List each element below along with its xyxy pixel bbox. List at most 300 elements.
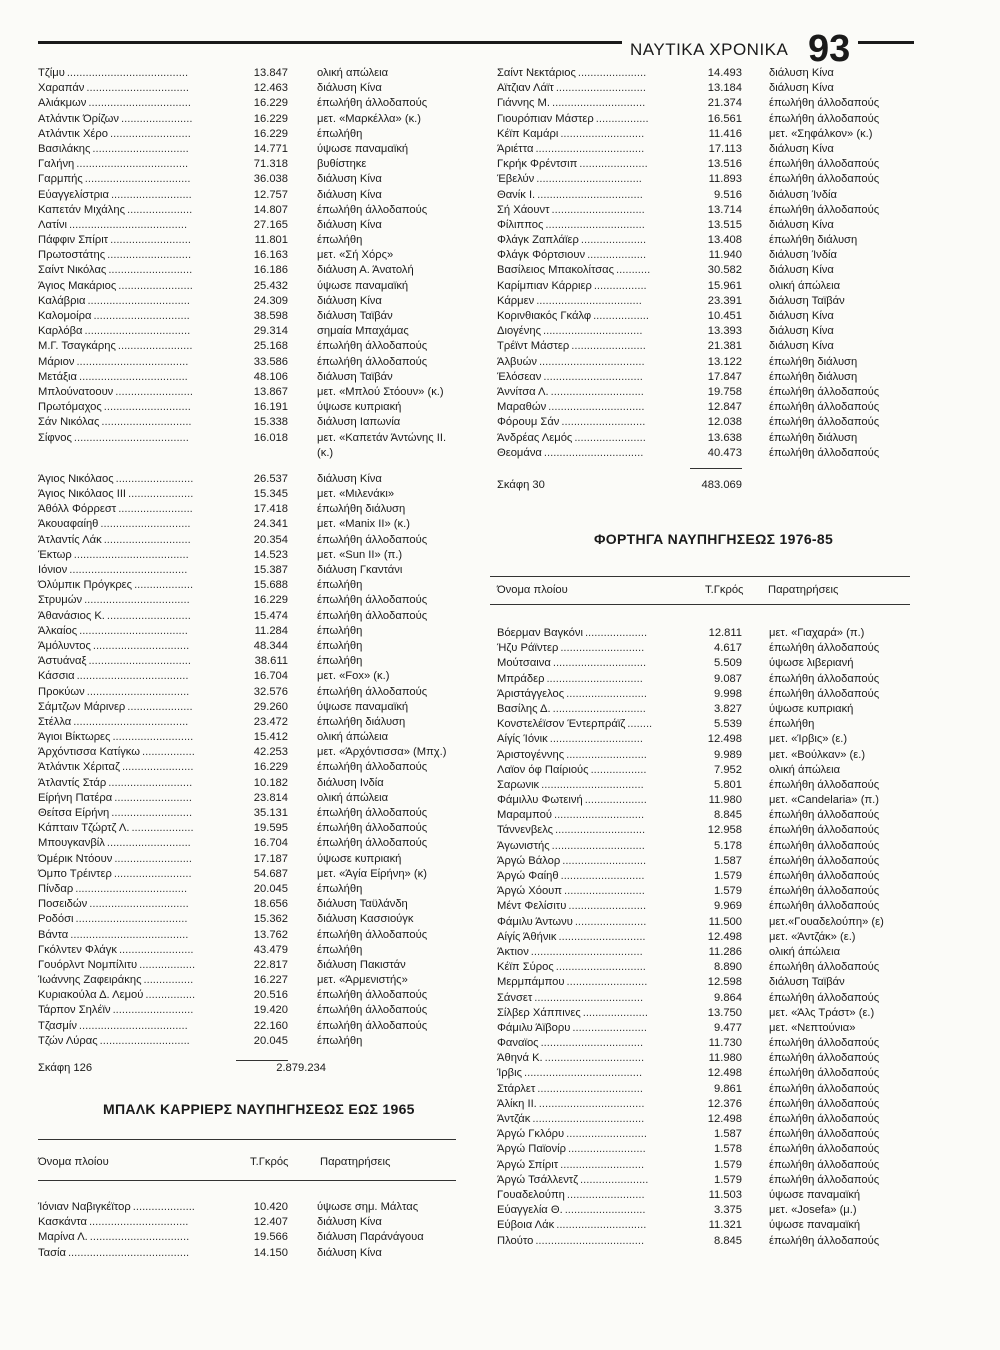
remarks: μετ. «Γιαχαρά» (π.) <box>769 627 865 639</box>
remarks: έπωλήθη άλλοδαπούς <box>317 340 428 353</box>
leader-dots: ........................ <box>118 279 193 292</box>
leader-dots: ................................ <box>89 898 189 911</box>
gross-tonnage: 11.940 <box>708 249 742 262</box>
leader-dots: .................................. <box>537 1082 643 1095</box>
ship-name: Άθανάσιος Κ. <box>38 609 105 622</box>
gross-tonnage: 13.516 <box>707 158 742 171</box>
gross-tonnage: 16.229 <box>253 97 288 110</box>
table-row <box>497 975 917 990</box>
ship-name: Γουόρλντ Νομπίλιτυ <box>38 958 138 971</box>
leader-dots: .......................... <box>566 976 648 989</box>
table-row <box>38 852 468 867</box>
table-row <box>38 446 468 461</box>
bulk-ship-list <box>38 1200 468 1261</box>
leader-dots: ....................................... <box>66 67 189 79</box>
leader-dots: .......................... <box>566 1128 647 1141</box>
remarks: έπωλήθη <box>317 579 363 592</box>
ship-name: Φάμιλυ Άϊβορυ <box>497 1021 571 1034</box>
gross-tonnage: 12.498 <box>707 1113 742 1125</box>
table-row <box>38 806 468 821</box>
gross-tonnage: 18.656 <box>253 898 288 911</box>
leader-dots: ........................ <box>117 340 193 353</box>
leader-dots: ................................ <box>543 370 643 383</box>
ship-name: Μετάξια <box>38 370 77 383</box>
ship-name: Ατλάντικ Χέρο <box>38 127 109 140</box>
gross-tonnage: 12.498 <box>707 1067 742 1080</box>
leader-dots: ........................... <box>561 416 646 429</box>
table-row <box>38 355 468 370</box>
remarks: διάλυση Κίνα <box>317 218 382 231</box>
remarks: μετ. «Μιλενάκι» <box>317 488 395 501</box>
leader-dots: .................................. <box>538 1097 645 1110</box>
table-row <box>497 218 917 233</box>
table-row <box>38 958 468 973</box>
leader-dots: ......................... <box>115 385 193 398</box>
ship-name: Τρέϊντ Μάστερ <box>497 340 570 353</box>
gross-tonnage: 7.952 <box>714 763 742 776</box>
gross-tonnage: 25.432 <box>253 279 288 292</box>
ship-name: Λατίνι <box>38 218 67 231</box>
table-row <box>38 548 468 563</box>
gross-tonnage: 16.704 <box>253 837 288 850</box>
remarks: διάλυση Κίνα <box>317 1246 382 1259</box>
ship-name: Ίόνιαν Ναβιγκέϊτορ <box>38 1201 131 1213</box>
remarks: μετ. «Fox» (κ.) <box>317 670 390 683</box>
remarks: έπωλήθη άλλοδαπούς <box>317 989 428 1002</box>
table-row <box>497 279 917 294</box>
ship-name: Μαρίνα Λ. <box>38 1231 88 1244</box>
ship-name: Μερμπάμπου <box>497 976 565 989</box>
remarks: έπωλήθη <box>317 234 363 247</box>
remarks: έπωλήθη άλλοδαπούς <box>769 1052 880 1065</box>
table-row <box>497 112 917 127</box>
remarks: έπωλήθη άλλοδαπούς <box>317 533 428 546</box>
ship-name: Κονστελέϊσον Έντερπράϊζ <box>497 718 626 731</box>
ship-name: Άστυάναξ <box>38 655 87 668</box>
leader-dots: ................................... <box>535 142 645 155</box>
table-row <box>497 1158 917 1173</box>
remarks: μετ. «Josefa» (μ.) <box>769 1204 857 1217</box>
table-row <box>38 1200 468 1215</box>
ship-name: Κάσσια <box>38 670 75 683</box>
ship-name: Πίνδαρ <box>38 882 74 895</box>
gross-tonnage: 13.714 <box>707 203 742 216</box>
table-row <box>497 96 917 111</box>
table-row <box>497 808 917 823</box>
remarks: ύψωσε κυπριακή <box>769 702 854 715</box>
table-row <box>497 1234 917 1249</box>
leader-dots: ................................... <box>534 991 644 1004</box>
table-row <box>38 897 468 912</box>
remarks: διάλυση Κίνα <box>769 340 834 353</box>
ship-name: Φλάγκ Ζαπλάϊερ <box>497 234 579 247</box>
leader-dots: .............................. <box>551 203 645 216</box>
leader-dots: ................................. <box>540 1037 644 1050</box>
leader-dots: ......................... <box>113 867 192 880</box>
remarks: ολική άπώλεια <box>317 791 389 804</box>
leader-dots: .................................. <box>84 173 191 186</box>
leader-dots: .......................... <box>566 748 647 761</box>
table-row <box>497 702 917 717</box>
ship-name: Αλιάκμων <box>38 97 87 110</box>
ship-name: Σάνσετ <box>497 991 533 1004</box>
gross-tonnage: 22.817 <box>253 958 288 971</box>
gross-tonnage: 16.704 <box>253 670 288 683</box>
table-row <box>38 294 468 309</box>
leader-dots: .............................. <box>549 733 643 746</box>
ship-name: Άθηνά Κ. <box>497 1052 543 1065</box>
gross-tonnage: 11.500 <box>708 915 742 928</box>
gross-tonnage: 4.617 <box>714 642 742 655</box>
table-row <box>38 1230 468 1245</box>
table-row <box>497 1021 917 1036</box>
gross-tonnage: 9.969 <box>714 900 742 913</box>
leader-dots: ............................. <box>555 82 646 95</box>
remarks: ολική άπώλεια <box>769 279 841 292</box>
table-row <box>38 578 468 593</box>
table-row <box>38 233 468 248</box>
gross-tonnage: 5.178 <box>714 839 742 852</box>
table-row <box>38 1215 468 1230</box>
remarks: ολική απώλεια <box>317 67 389 79</box>
gross-tonnage: 1.587 <box>714 1128 742 1141</box>
gross-tonnage: 16.227 <box>253 974 288 987</box>
table-row <box>38 700 468 715</box>
cargo-col-grt: Τ.Γκρός <box>705 584 744 596</box>
header-rule-right <box>858 41 914 44</box>
table-row <box>38 988 468 1003</box>
table-row <box>497 203 917 218</box>
table-row <box>38 157 468 172</box>
ship-name: Σάμτζων Μάρινερ <box>38 700 126 713</box>
gross-tonnage: 5.509 <box>714 657 742 670</box>
leader-dots: .................................. <box>537 188 643 201</box>
gross-tonnage: 9.989 <box>714 748 742 761</box>
table-row <box>497 263 917 278</box>
remarks: έπωλήθη άλλοδαπούς <box>317 928 428 941</box>
ship-name: Γαρμπής <box>38 173 83 186</box>
remarks: μετ. «Μπλού Στόουν» (κ.) <box>317 385 444 398</box>
table-row <box>38 730 468 745</box>
gross-tonnage: 1.579 <box>714 1158 742 1171</box>
table-row <box>38 248 468 263</box>
table-row <box>497 884 917 899</box>
ship-name: Σίφνος <box>38 431 72 444</box>
leader-dots: .................................... <box>532 1113 645 1125</box>
ship-name: Γουαδελούπη <box>497 1188 565 1201</box>
right-total-row <box>497 479 797 495</box>
gross-tonnage: 24.309 <box>253 294 288 307</box>
gross-tonnage: 27.165 <box>253 218 288 231</box>
leader-dots: .................................. <box>84 594 190 607</box>
table-row <box>497 1218 917 1233</box>
ship-name: Σαρωνικ <box>497 778 540 791</box>
table-row <box>38 563 468 578</box>
gross-tonnage: 15.688 <box>253 579 288 592</box>
gross-tonnage: 11.503 <box>708 1188 742 1201</box>
table-row <box>497 991 917 1006</box>
leader-dots: ................................... <box>79 624 188 637</box>
ship-name: Φόρουμ Σάν <box>497 416 560 429</box>
table-row <box>38 745 468 760</box>
ship-name: Μαραμπού <box>497 809 552 822</box>
leader-dots: ............................... <box>92 142 189 155</box>
remarks: έπωλήθη άλλοδαπούς <box>317 609 428 622</box>
gross-tonnage: 8.890 <box>714 961 742 974</box>
remarks: διάλυση Κίνα <box>769 82 834 95</box>
leader-dots: ..................... <box>580 234 647 247</box>
remarks: διάλυση Παράνάγουα <box>317 1231 424 1244</box>
leader-dots: ................................. <box>88 97 191 110</box>
table-row <box>497 1188 917 1203</box>
remarks: έπωλήθη άλλοδαπούς <box>317 1004 428 1017</box>
remarks: έπωλήθη διάλυση <box>317 503 406 516</box>
table-row <box>38 928 468 943</box>
ship-name: Κορινθιακός Γκάλφ <box>497 310 592 322</box>
table-row <box>497 415 917 430</box>
table-row <box>497 839 917 854</box>
leader-dots: ...................................... <box>68 218 188 231</box>
remarks: ύψωσε παναμαϊκή <box>317 700 409 713</box>
remarks: έπωλήθη άλλοδαπούς <box>769 809 880 822</box>
gross-tonnage: 35.131 <box>253 807 288 819</box>
remarks: έπωλήθη διάλυση <box>769 234 858 247</box>
table-row <box>38 654 468 669</box>
remarks: έπωλήθη άλλοδαπούς <box>769 1082 880 1095</box>
ship-name: Βόερμαν Βαγκόνι <box>497 627 583 639</box>
leader-dots: ..................... <box>128 488 194 501</box>
gross-tonnage: 1.579 <box>714 870 742 882</box>
ship-name: Σαίντ Νεκτάριος <box>497 67 576 79</box>
ship-name: Άτλαντίς Στάρ <box>38 776 107 789</box>
ship-name: Άργώ Σπίριτ <box>497 1158 559 1171</box>
gross-tonnage: 16.561 <box>707 112 742 125</box>
ship-name: Στάρλετ <box>497 1082 536 1095</box>
leader-dots: ....................... <box>121 112 193 125</box>
leader-dots: ........................... <box>560 127 645 140</box>
gross-tonnage: 16.018 <box>253 431 288 444</box>
bulk-table-header <box>38 1156 456 1172</box>
leader-dots: .................................. <box>536 294 642 307</box>
ship-name: Άκουαφαίηθ <box>38 518 99 531</box>
leader-dots: ........................ <box>572 1021 647 1034</box>
leader-dots: ........................... <box>106 837 191 850</box>
ship-name: Ροδόσι <box>38 913 74 926</box>
remarks: διάλυση Κίνα <box>769 67 834 79</box>
ship-name: Εύαγγελίστρια <box>38 188 109 201</box>
table-row <box>38 639 468 654</box>
gross-tonnage: 12.598 <box>707 976 742 989</box>
gross-tonnage: 16.163 <box>253 249 288 262</box>
leader-dots: ........... <box>616 264 651 277</box>
gross-tonnage: 42.253 <box>253 746 288 759</box>
ship-name: Άλκαίος <box>38 624 78 637</box>
ship-name: Μάριον <box>38 355 75 368</box>
remarks: έπωλήθη άλλοδαπούς <box>769 642 880 655</box>
ship-name: Καρίμπιαν Κάρριερ <box>497 279 592 292</box>
leader-dots: .............................. <box>551 97 646 110</box>
gross-tonnage: 11.980 <box>708 794 742 807</box>
ship-name: Μ.Γ. Τσαγκάρης <box>38 340 116 353</box>
table-row <box>497 370 917 385</box>
table-row <box>497 960 917 975</box>
remarks: ύψωσε παναμαϊκή <box>769 1219 861 1232</box>
remarks: έπωλήθη άλλοδαπούς <box>769 112 880 125</box>
ship-name: Άλβυών <box>497 355 537 368</box>
remarks: μετ. «Sun II» (π.) <box>317 548 403 561</box>
ship-name: Άθόλλ Φόρρεστ <box>38 503 117 516</box>
ship-name: Σαίντ Νικόλας <box>38 264 107 277</box>
remarks: διάλυση Ταϋλάνδη <box>317 898 408 911</box>
table-row <box>38 609 468 624</box>
leader-dots: ...................................... <box>523 1067 643 1080</box>
table-row <box>38 836 468 851</box>
gross-tonnage: 13.393 <box>707 325 742 338</box>
remarks: έπωλήθη άλλοδαπούς <box>769 97 880 110</box>
remarks: ύψωσε παναμαϊκή <box>317 142 409 155</box>
leader-dots: ........................... <box>108 264 193 277</box>
remarks: έπωλήθη διάλυση <box>769 431 858 444</box>
leader-dots: ....................... <box>121 761 194 774</box>
ship-name: Όμπο Τρέιντερ <box>38 867 112 880</box>
remarks: διάλυση Ταϊβάν <box>769 294 845 307</box>
bulk-col-remarks: Παρατηρήσεις <box>320 1156 391 1168</box>
leader-dots: ......................... <box>568 900 647 913</box>
table-row <box>497 248 917 263</box>
gross-tonnage: 9.861 <box>714 1082 742 1095</box>
remarks: ύψωσε παναμαϊκή <box>769 1188 861 1201</box>
gross-tonnage: 15.345 <box>253 488 288 501</box>
leader-dots: ............................. <box>553 809 645 822</box>
table-row <box>38 912 468 927</box>
remarks: ολική άπώλεια <box>317 731 389 744</box>
gross-tonnage: 13.638 <box>707 431 742 444</box>
table-row <box>38 142 468 157</box>
right-total-rule <box>690 468 742 469</box>
ship-name: Προκύων <box>38 685 85 698</box>
gross-tonnage: 10.420 <box>253 1201 288 1213</box>
ship-name: Τζών Λύρας <box>38 1034 98 1047</box>
ship-name: Τζίμυ <box>38 67 65 79</box>
leader-dots: ..................................... <box>73 548 189 561</box>
remarks: έπωλήθη άλλοδαπούς <box>769 385 880 398</box>
gross-tonnage: 13.762 <box>253 928 288 941</box>
leader-dots: .......................... <box>112 1004 194 1017</box>
table-row <box>38 715 468 730</box>
leader-dots: .......................... <box>564 1204 646 1217</box>
ship-name: Κασκάντα <box>38 1216 87 1229</box>
leader-dots: ..................................... <box>73 715 189 728</box>
gross-tonnage: 16.229 <box>253 112 288 125</box>
leader-dots: .............................. <box>552 702 646 715</box>
ship-name: Καλάβρια <box>38 294 86 307</box>
leader-dots: ...................... <box>580 1173 649 1186</box>
cargo-header-top-rule <box>490 576 910 577</box>
table-row <box>38 776 468 791</box>
leader-dots: ............................ <box>558 930 646 943</box>
table-row <box>497 142 917 157</box>
leader-dots: ................................ <box>542 325 643 338</box>
cargo-col-name: Όνομα πλοίου <box>497 584 568 596</box>
leader-dots: ............................... <box>92 639 190 652</box>
remarks: έπωλήθη <box>317 624 363 637</box>
table-row <box>38 472 468 487</box>
leader-dots: ................. <box>142 746 195 759</box>
ship-name: Άλίκη ΙΙ. <box>497 1097 537 1110</box>
ship-name: Άριστάγγελος <box>497 687 565 700</box>
leader-dots: .................. <box>590 763 647 776</box>
remarks: (κ.) <box>317 446 334 459</box>
leader-dots: .................................. <box>538 355 645 368</box>
leader-dots: ................................... <box>79 370 188 383</box>
table-row <box>38 339 468 354</box>
leader-dots: ....................................... <box>67 1246 190 1259</box>
table-row <box>38 685 468 700</box>
remarks: έπωλήθη άλλοδαπούς <box>769 446 880 459</box>
ship-name: Πλούτο <box>497 1234 534 1247</box>
remarks: έπωλήθη άλλοδαπούς <box>317 97 428 110</box>
gross-tonnage: 16.229 <box>253 761 288 774</box>
remarks: μετ. «Άγία Είρήνη» (κ) <box>317 867 427 880</box>
remarks: έπωλήθη άλλοδαπούς <box>769 1067 880 1080</box>
remarks: διάλυση Ίνδία <box>769 249 837 262</box>
ship-name: Άργώ Χόουπ <box>497 885 563 898</box>
gross-tonnage: 33.586 <box>253 355 288 368</box>
remarks: έπωλήθη άλλοδαπούς <box>317 1019 428 1032</box>
table-row <box>497 641 917 656</box>
table-row <box>38 66 468 81</box>
leader-dots: ................................... <box>78 1019 188 1032</box>
remarks: μετ. «Καπετάν Άντώνης ΙΙ. <box>317 431 447 444</box>
gross-tonnage: 15.362 <box>253 913 288 926</box>
leader-dots: ......................... <box>566 1188 645 1201</box>
gross-tonnage: 19.595 <box>253 822 288 835</box>
leader-dots: .................. <box>139 958 196 971</box>
table-row <box>38 487 468 502</box>
leader-dots: ............................. <box>556 1219 647 1232</box>
ship-name: Ατλάντικ Όρίζων <box>38 112 119 125</box>
gross-tonnage: 14.523 <box>253 548 288 561</box>
table-row <box>38 517 468 532</box>
table-row <box>497 793 917 808</box>
gross-tonnage: 11.284 <box>254 624 288 637</box>
gross-tonnage: 12.847 <box>707 401 742 414</box>
remarks: ολική άπώλεια <box>769 945 841 958</box>
gross-tonnage: 21.381 <box>707 340 742 353</box>
table-row <box>497 1142 917 1157</box>
gross-tonnage: 9.516 <box>714 188 742 201</box>
table-row <box>497 66 917 81</box>
gross-tonnage: 13.847 <box>253 67 288 79</box>
gross-tonnage: 15.412 <box>253 731 288 744</box>
table-row <box>497 1082 917 1097</box>
leader-dots: ...................................... <box>70 928 189 941</box>
remarks: έπωλήθη άλλοδαπούς <box>769 839 880 852</box>
remarks: μετ. «Άρμενιστής» <box>317 974 408 987</box>
ship-name: Βασιλάκης <box>38 142 91 155</box>
remarks: έπωλήθη άλλοδαπούς <box>769 687 880 700</box>
gross-tonnage: 23.814 <box>253 791 288 804</box>
gross-tonnage: 17.113 <box>708 142 742 155</box>
remarks: μετ. «Manix II» (κ.) <box>317 518 410 531</box>
table-row <box>38 1019 468 1034</box>
leader-dots: ....................... <box>574 915 647 928</box>
ship-name: Αίγίς Άθήνικ <box>497 930 557 943</box>
gross-tonnage: 11.286 <box>708 945 742 958</box>
gross-tonnage: 9.087 <box>714 672 742 685</box>
table-row <box>38 370 468 385</box>
right-total-label: Σκάφη 30 <box>497 479 545 491</box>
